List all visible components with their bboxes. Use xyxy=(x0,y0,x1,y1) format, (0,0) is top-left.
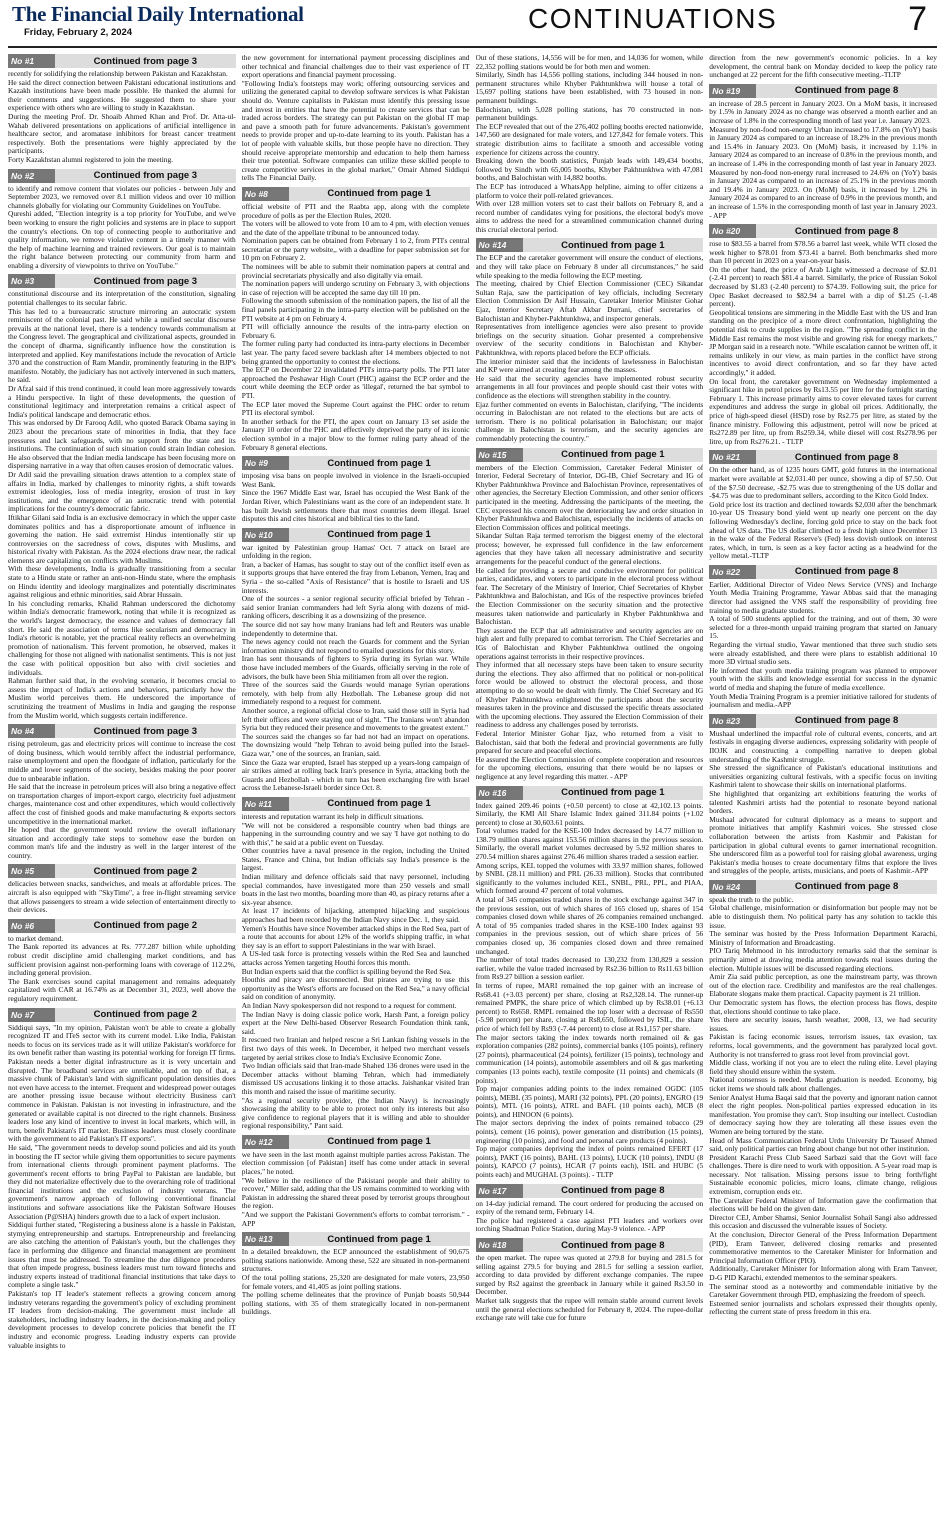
story-number-tag: No #21 xyxy=(709,450,756,464)
story-paragraph: The major sectors taking the index towards north remained oil & gas exploration companies (282 points), commercial banks (105 points), refinery (27 points), pharmaceutical (24 points), fertilizer (15 points), technology and communication (14 points), automobile assemblers and oil & gas marketing companies (13 points each), textile composite (11 points) and chemicals (8 points). xyxy=(475,1032,704,1085)
masthead xyxy=(8,0,937,48)
continuation-story xyxy=(476,786,704,1180)
story-paragraph: Yemen's Houthis have since November attacked ships in the Red Sea, part of a route that accounts for about 12% of the world's shipping traffic, in what they say is an effort to support Palestinians in the war with Israel. xyxy=(241,923,470,950)
continued-from-label: Continued from page 8 xyxy=(523,1238,704,1252)
story-number-tag: No #16 xyxy=(476,786,523,800)
continuation-story xyxy=(709,565,937,710)
story-header xyxy=(8,54,236,68)
story-header xyxy=(709,450,937,464)
story-paragraph: A total of 500 students applied for the training, and out of them, 30 were selected for a three-month unpaid training program that started on January 15. xyxy=(709,614,937,641)
story-paragraph: Additionally, Caretaker Minister for Information along with Eram Tanveer, D-G PID Karachi, extended mementos to the seminar speakers. xyxy=(709,1264,937,1282)
story-number-tag: No #17 xyxy=(476,1184,523,1198)
story-paragraph: speak the truth to the public. xyxy=(709,894,794,904)
story-paragraph: Index gained 209.46 points (+0.50 percent) to close at 42,102.13 points. Similarly, the KMI All Share Islamic Index gained 311.84 points (+1.02 percent) to close at 30,603.61 points. xyxy=(475,800,704,827)
story-paragraph: imposing visa bans on people involved in violence in the Israeli-occupied West Bank. xyxy=(241,471,470,489)
story-paragraph: He informed that youth media training program was planned to empower youth with the skills and knowledge essential for success in the dynamic world of media and shaping the future of media excellence. xyxy=(709,665,937,692)
story-paragraph: Nomination papers can be obtained from February 1 to 2, from PTI's central secretariat or the party website,, with a deadline for paper submission set for 10 pm on February 2. xyxy=(241,236,470,263)
story-header xyxy=(242,1135,470,1149)
story-paragraph: "We believe in the resilience of the Pakistani people and their ability to recover," Miller said, adding that the US remains committed to working with Pakistan in addressing the shared threat posed by terrorist groups throughout the region. xyxy=(241,1175,470,1211)
story-body xyxy=(8,185,236,271)
continuation-story xyxy=(8,919,236,1004)
story-paragraph: He said, "The government needs to develop sound policies and aid its youth in boosting the IT sector while giving them opportunities to secure payments from international clients through prominent payment platforms. The government's recent efforts to bring PayPal to Pakistan are laudable, but they did not materialize effectively due to the overarching role of traditional financial institutions and the exclusion of industry veterans. The government's narrow approach of following conventional financial institutions and software associations like the Pakistan Software Houses Association (P@SHA) hinders growth due to a lack of expert inclusion. xyxy=(8,1142,236,1221)
story-body xyxy=(8,1024,236,1351)
story-number-tag: No #15 xyxy=(476,448,523,462)
continuation-story xyxy=(242,1232,470,1317)
story-paragraph: The Bank exercises sound capital management and remains adequately capitalized with CAR at 16.74% as at December 31, 2023, well above the regulatory requirement. xyxy=(8,976,236,1003)
story-paragraph: He hoped that the government would review the overall inflationary situation and accordingly take steps to somehow ease the burden on common man's life and the industry as well in the larger interest of the country. xyxy=(8,825,236,860)
continued-from-label: Continued from page 3 xyxy=(55,169,236,183)
story-header xyxy=(709,714,937,728)
story-number-tag: No #14 xyxy=(476,238,523,252)
story-paragraph: Qureshi added, "Election integrity is a top priority for YouTube, and we've been working to ensure the right policies and systems are in place to support the country's elections. On top of connecting people to authoritative and quality information, we remove violative content in a timely manner with the help of machine learning and trained reviewers. Our goal is to maintain the right balance between protecting our community from harm and enabling a diversity of viewpoints to thrive on YouTube." xyxy=(8,209,236,270)
story-body xyxy=(242,203,470,452)
story-paragraph: Ejaz further commented on events in Balochistan, clarifying, "The incidents occurring in Balochistan are not related to the elections but are acts of terrorism. There is no political polarisation in Balochistan; our major challenge in Balochistan is terrorism, and the security agencies are commendably protecting the country." xyxy=(475,399,704,443)
continuation-story xyxy=(476,448,704,782)
story-paragraph: Youth Media Training Program is a premier initiative tailored for students of journalism and media.-APP xyxy=(709,691,937,710)
continued-from-label: Continued from page 3 xyxy=(55,54,236,68)
continued-from-label: Continued from page 3 xyxy=(55,274,236,288)
story-paragraph: Iran has sent thousands of fighters to Syria during its Syrian war. While those have included members of the Guards, officially serving in the role of advisors, the bulk have been Shia militiamen from all over the region. xyxy=(241,654,470,681)
story-paragraph: The meeting, chaired by Chief Election Commissioner (CEC) Sikandar Sultan Raja, saw the participation of key officials, including Secretary Election Commission Dr Asif Hussain, Caretaker Interior Minister Gohar Ejaz, Interior Secretary Aftab Akbar Durrani, chief secretaries of Balochistan and Khyber-Pakhtunkhwa, and inspector generals. xyxy=(475,279,704,323)
continuation-story xyxy=(476,238,704,443)
story-paragraph: Breaking down the booth statistics, Punjab leads with 149,434 booths, followed by Sindh with 65,005 booths, Khyber Pakhtunkhwa with 47,081 booths, and Balochistan with 14,882 booths. xyxy=(475,156,704,183)
story-paragraph: Measured by non-food non-energy rural increased to 24.6% on (YoY) basis in January 2024 as compared to an increase of 25.1% in the previous month and 19.4% in January 2023. On (MoM) basis, it increased by 1.2% in January 2024 as compared to an increase of 0.9% in the previous month, and an increase of 1.5% in the corresponding month of last year in January 2023. - APP xyxy=(709,167,937,220)
story-paragraph: Sikandar Sultan Raja termed terrorism the biggest enemy of the electoral process; however, he expressed full confidence in the law enforcement agencies that they have taken all necessary administrative and security arrangements for the peaceful conduct of the general elections. xyxy=(475,531,704,567)
story-number-tag: No #20 xyxy=(709,224,756,238)
continuation-story xyxy=(709,714,937,876)
story-header xyxy=(8,724,236,738)
continued-from-label: Continued from page 1 xyxy=(289,797,470,811)
continued-from-label: Continued from page 8 xyxy=(756,880,937,894)
story-paragraph: The ECP and the caretaker government will ensure the conduct of elections, and they will take place on February 8 under all circumstances," he said while speaking to the media following the ECP meeting. xyxy=(475,253,704,280)
story-header xyxy=(709,565,937,579)
story-paragraph: Dr Afzal said if this trend continued, it could lean more aggressively towards a Hindu perspective. In light of these developments, the question of constitutional legitimacy and interpretation remains a critical aspect of India's political landscape and democratic ethos. xyxy=(8,384,236,419)
story-paragraph: Head of Mass Communication Federal Urdu University Dr Tauseef Ahmed said, only political parties can bring about change but not other institution. xyxy=(709,1135,937,1154)
story-paragraph: official website of PTI and the Raabta app, along with the complete procedure of polls as per the Election Rules, 2020. xyxy=(241,201,470,220)
story-paragraph: Top major companies adding points to the index remained OGDC (105 points), MEBL (35 points), MARI (32 points), PPL (20 points), ENGRO (19 points), MTL (16 points), ATRL and BAFL (10 points each), MCB (8 points), and HINOON (6 points). xyxy=(475,1084,704,1119)
story-header xyxy=(8,169,236,183)
story-paragraph: "And we support the Pakistani Government's efforts to combat terrorism." - APP xyxy=(241,1210,470,1228)
story-header xyxy=(476,1184,704,1198)
story-paragraph: "We will not be considered a responsible country when bad things are happening in the surrounding country and we say 'I have got nothing to do with this'," he said at a public event on Tuesday. xyxy=(241,820,470,847)
story-body xyxy=(476,802,704,1180)
story-paragraph: It rescued two Iranian and helped rescue a Sri Lankan fishing vessels in the first two days of this week. In December, it helped two merchant vessels targeted by aerial strikes close to India's Exclusive Economic Zone. xyxy=(241,1035,470,1062)
story-paragraph: members of the Election Commission, Caretaker Federal Minister of Interior, Federal Secretary of Interior, DG-IB, Chief Secretary and IG of Khyber Pakhtunkhwa Province and Balochistan Province, representatives of other agencies, the Secretary Election Commission, and other senior officers participated in the meeting. Addressing the participants of the meeting, the CEC expressed his concern over the deteriorating law and order situation in Khyber Pakhtunkhwa and Balochistan, especially the incidents of attacks on Election Commission offices and political meetings. xyxy=(475,462,704,532)
story-paragraph: Another source, a regional official close to Iran, said those still in Syria had left their offices and were staying out of sight. "The Iranians won't abandon Syria but they reduced their presence and movements to the greatest extent." xyxy=(241,705,470,733)
article-columns xyxy=(8,54,937,1524)
story-number-tag: No #2 xyxy=(8,169,55,183)
story-header xyxy=(476,1238,704,1252)
story-paragraph: Measured by non-food non-energy Urban increased to 17.8% on (YoY) basis in January 2024 as compared to an increase of 18.2% in the previous month and 15.4% in January 2023. On (MoM) basis, it increased by 1.1% in January 2024 as compared to an increase of 0.8% in the previous month, and an increase of 1.4% in the corresponding month of last year in January 2023. xyxy=(709,124,937,168)
story-paragraph: The number of total trades decreased to 130,232 from 130,829 a session earlier, while the value traded increased by Rs2.36 billion to Rs11.63 billion from Rs9.27 billion a session earlier. xyxy=(475,955,704,982)
story-paragraph: This has led to a bureaucratic structure mirroring an autocratic system reminiscent of the colonial past. He said while a unified secular discourse prevails at the national level, there is a tendency towards communalism at the Congress level. The geographical and civilizational aspects, grounded in the concept of dharma, significantly influence how the constitution is interpreted and applied. Key manifestations include the revocation of Article 370 and the construction of Ram Mandir, prominently featuring in the BJP's manifesto. Notably, the judiciary has not actively intervened in such matters, he said. xyxy=(8,306,236,385)
story-number-tag: No #5 xyxy=(8,864,55,878)
story-paragraph: The police had registered a case against PTI leaders and workers over torching Shadman Police Station, during May-9 violence. - APP xyxy=(475,1215,704,1234)
story-paragraph: The sources said the changes so far had not had an impact on operations. The downsizing would "help Tehran to avoid being pulled into the Israel-Gaza war," one of the sources, an Iranian, said. xyxy=(241,731,470,758)
continued-from-label: Continued from page 8 xyxy=(756,84,937,98)
story-paragraph: Total volumes traded for the KSE-100 Index decreased by 14.77 million to 138.79 million shares against 153.56 million shares in the previous session. Similarly, the overall market volumes decreased by 5.92 million shares to 270.54 million shares against 276.46 million shares traded a session earlier. xyxy=(475,826,704,862)
story-paragraph: Forty Kazakhstan alumni registered to join the meeting. xyxy=(8,154,174,164)
story-paragraph: Among scrips, KEL topped the volumes with 33.97 million shares, followed by SNBL (28.11 million) and PRL (26.33 million). Stocks that contributed significantly to the volumes included KEL, SNBL, PRL, PPL, and PIAA, which formed around 47 percent of total volumes. xyxy=(475,860,704,896)
story-header xyxy=(8,1008,236,1022)
story-paragraph: An Indian Navy spokesperson did not respond to a request for comment. xyxy=(241,1000,457,1010)
story-paragraph: Iran, a backer of Hamas, has sought to stay out of the conflict itself even as it supports groups that have entered the fray from Lebanon, Yemen, Iraq and Syria - the so-called "Axis of Resistance" that is hostile to Israeli and US interests. xyxy=(241,559,470,595)
story-header xyxy=(8,919,236,933)
story-header xyxy=(709,880,937,894)
story-paragraph: rose to $83.55 a barrel from $78.56 a barrel last week, while WTI closed the week higher to $78.01 from $73.41 a barrel. Both benchmarks shed more than 10 percent in 2023 on a year-on-year basis. xyxy=(709,239,937,266)
story-paragraph: Mushaal advocated for cultural diplomacy as a means to support and promote initiatives that amplify Kashmiri voices. She stressed close collaboration between the artists from Kashmir and Pakistan for participation in global cultural events to garner international recognition. She underscored film as a powerful tool for raising global awareness, urging Pakistan's media houses to create documentary films that explore the lives and struggles of the people, artists, musicians, and poets of Kashmir.-APP xyxy=(709,814,937,876)
continuation-story xyxy=(709,450,937,561)
story-paragraph: Out of these stations, 14,556 will be for men, and 14,036 for women, while 22,352 polling stations would be for both men and women. xyxy=(475,54,704,71)
continued-from-label: Continued from page 3 xyxy=(55,724,236,738)
continued-from-label: Continued from page 1 xyxy=(523,238,704,252)
issue-date: Friday, February 2, 2024 xyxy=(24,27,133,38)
story-paragraph: The source did not say how many Iranians had left and Reuters was unable independently to determine that. xyxy=(241,620,470,638)
story-body xyxy=(709,466,937,561)
story-number-tag: No #11 xyxy=(242,797,289,811)
story-paragraph: Siddiqui says, "In my opinion, Pakistan won't be able to create a globally recognized IT and ITeS sector with its current model. Like India, Pakistan needs to focus on its services trade as it will utilize Pakistan's workforce for its own benefit rather than wasting its potential working for foreign IT firms. Pakistan needs a better digital infrastructure as it is very uncertain and disrupted. The broadband services are unreliable, and on top of that, a massive chunk of Pakistan's land with significant population densities does not even have access to the internet. Frequent and widespread power outages are another pressing issue because without electricity Business can't commence in Pakistan. Pakistan is not investing in infrastructure, and the generated or available capital is not directed to the right channels. Business leaders lose any kind of incentive to invest in local markets, which will, in turn, benefit Pakistan's IT market. Business leaders must closely coordinate with the government to aid Pakistan's IT exports". xyxy=(8,1022,236,1144)
story-paragraph: Middle class, working if not you are to elect the ruling elite. Level playing field they should ensure within the system. xyxy=(709,1058,937,1076)
story-paragraph: Earlier, Additional Director of Video News Service (VNS) and Incharge Youth Media Training Programme, Yawar Abbas said that the managing director had assigned the VNS staff the responsibility of providing free training to media graduate students. xyxy=(709,579,937,615)
continued-from-label: Continued from page 1 xyxy=(289,1232,470,1246)
story-paragraph: In another setback for the PTI, the apex court on January 13 set aside the January 10 order of the PHC and effectively deprived the party of its iconic election symbol in a major blow to the former ruling party ahead of the February 8 general elections. xyxy=(241,416,470,452)
continued-from-label: Continued from page 1 xyxy=(289,528,470,542)
continuation-story xyxy=(8,169,236,271)
continuation-story xyxy=(8,724,236,860)
story-header xyxy=(242,797,470,811)
story-paragraph: Other countries have a naval presence in the region, including the United States, France and China, but Indian officials say India's presence is the largest. xyxy=(241,846,470,873)
story-number-tag: No #12 xyxy=(242,1135,289,1149)
continued-from-label: Continued from page 8 xyxy=(756,714,937,728)
story-paragraph: Following the smooth submission of the nomination papers, the list of all the final panels participating in the intra-party election will be published on the PTI website at 4 pm on February 4. xyxy=(241,296,470,323)
story-paragraph: President Karachi Press Club Saeed Sarbazi said that the Govt will face challenges. There is dire need to work with opposition. A 5-year road map is necessary. Not talisation. Missing persons issue to bring forth/fight Sustainable economic policies, micro loans, climate change, religious extremism, corruption ends etc. xyxy=(709,1152,937,1197)
story-paragraph: Yes there are security issues, harsh weather, 2008, 13, we had security issues. xyxy=(709,1015,937,1033)
story-paragraph: recently for solidifying the relationship between Pakistan and Kazakhstan. xyxy=(8,69,228,78)
story-paragraph: In a detailed breakdown, the ECP announced the establishment of 90,675 polling stations nationwide. Among these, 522 are situated in non-permanent structures. xyxy=(241,1247,470,1274)
story-number-tag: No #13 xyxy=(242,1232,289,1246)
story-paragraph: One of the sources - a senior regional security official briefed by Tehran - said senior Iranian commanders had left Syria along with dozens of mid-ranking officers, describing it as a downsizing of the presence. xyxy=(241,594,470,621)
story-body xyxy=(709,581,937,710)
story-body xyxy=(8,880,236,914)
story-paragraph: to market demand. xyxy=(8,933,64,943)
story-header xyxy=(242,528,470,542)
section-title: CONTINUATIONS xyxy=(528,3,778,34)
story-paragraph: They informed that all necessary steps have been taken to ensure security during the elections. They also affirmed that no political or non-political force would be allowed to obstruct the electoral process, and those attempting to do so would be dealt with firmly. The Chief Secretary and IG of Khyber Pakhtunkhwa enlightened the participants about the security measures taken in the province and discussed the specific threats associated with the upcoming elections. They assured the Election Commission of their readiness to address any challenges posed by terrorists. xyxy=(475,660,704,730)
continuation-story xyxy=(709,224,937,446)
story-paragraph: Balochistan, with 5,028 polling stations, has 70 constructed in non-permanent buildings. xyxy=(475,104,704,123)
story-number-tag: No #4 xyxy=(8,724,55,738)
story-paragraph: the open market. The rupee was quoted at 279.8 for buying and 281.5 for selling against 279.5 for buying and 281.5 for selling a session earlier, according to data provided by different exchange companies. The rupee surged by Rs2 against the greenback in January while it gained Rs3.50 in December. xyxy=(475,1253,704,1297)
story-paragraph: Geopolitical tensions are simmering in the Middle East with the US and Iran standing on the precipice of a more direct confrontation, highlighting the potential risk to crude supplies in the region. "The spreading conflict in the Middle East remains the most visible and growing risk for energy markets," JP Morgan said in a research note. "While escalation cannot be written off, it remains unlikely in our view, as main parties in the conflict have strong incentives to avoid direct confrontation, and so far they have acted accordingly," it added. xyxy=(709,307,937,377)
story-body xyxy=(8,740,236,860)
story-paragraph: Our Democratic system has flows, the election process has flows, despite that, elections should continue to take place. xyxy=(709,998,937,1016)
continuation-story xyxy=(242,797,470,1131)
story-paragraph: Amir Zia said public perception, as one the mainstream party, was thrown out of the election race. Credibility and manifestos are the real challenges. Elaborate slogans make them practical. Capacity payment is 21 trillion. xyxy=(709,972,937,999)
story-header xyxy=(242,456,470,470)
continued-from-label: Continued from page 1 xyxy=(523,786,704,800)
story-paragraph: Pakistan is facing economic issues, terrorism issues, tax evasion, tax reforms, local governments, and the government has paralyzed local govt. Authority is not transferred to grass root level from provincial govt. xyxy=(709,1032,937,1059)
story-paragraph: At least 17 incidents of hijacking, attempted hijacking and suspicious approaches had been recorded by the Indian Navy since Dec. 1, they said. xyxy=(241,906,470,925)
continuation-story xyxy=(242,456,470,524)
story-body xyxy=(242,54,470,183)
story-body xyxy=(8,935,236,1004)
story-paragraph: Of the total polling stations, 25,320 are designated for male voters, 23,950 for female voters, and 41,405 as joint polling stations. xyxy=(241,1273,470,1291)
story-header xyxy=(476,238,704,252)
story-body xyxy=(709,730,937,876)
story-number-tag: No #18 xyxy=(476,1238,523,1252)
continuation-story xyxy=(242,1135,470,1228)
story-number-tag: No #22 xyxy=(709,565,756,579)
story-paragraph: Iftikhar Gilani said India is an exclusive democracy in which the upper caste dominates politics and has a disproportionate amount of influence in governing the nation. He said extremist Hindus intentionally stir up controversies on the sacredness of cows, disputes with Muslims, and historical rivalry with Pakistan. As the 2024 elections draw near, the radical elements are capitalizing on conflicts with Muslims. xyxy=(8,512,236,565)
story-paragraph: In terms of rupee, MARI remained the top gainer with an increase of Rs68.41 (+3.03 percent) per share, closing at Rs2,328.14. The runner-up remained PMPK, the share price of which climbed up by Rs38.01 (+6.13 percent) to Rs658. RMPL remained the top loser with a decrease of Rs550 (-5.98 percent) per share, closing at Rs8,650, followed by ISIL, the share price of which fell by Rs93 (-7.44 percent) to close at Rs1,157 per share. xyxy=(475,980,704,1033)
continuation-story xyxy=(709,54,937,80)
story-paragraph: "Following India's footsteps may work; offering outsourcing services and utilizing the generated capital to develop software services is what Pakistan should do. Venture capitalists in Pakistan must identify this pressing issue and invest in entities that have the potential to create services that can be traded across borders. The strategy can put Pakistan on the global IT map and pave a smooth path for future advancements. Pakistan's government needs to provide proper and up-to-date learning to its youth. Pakistan has a lot of people with valuable skills, but those people have no direction. They should receive appropriate mentorship and education to help them harness their true potential. Software companies can utilize these skilled people to create competitive services in the global market," Omair Ahmed Siddiqui tells The Financial Daily. xyxy=(241,78,470,183)
story-paragraph: The nominees will be able to submit their nomination papers at central and provincial secretariats physically and also digitally via email. xyxy=(241,262,470,280)
continued-from-label: Continued from page 1 xyxy=(523,448,704,462)
continued-from-label: Continued from page 1 xyxy=(289,187,470,201)
story-paragraph: This was endorsed by Dr Farooq Adil, who quoted Barack Obama saying in 2023 about the precarious state of minorities in India, that they face pressures and lack safeguards, with no support from the state and its institutions. The continuation of such situation could strain Indian cohesion. He also observed that the Indian media landscape has been focusing more on dispersing narrative in a way that often causes erosion of democratic values. xyxy=(8,418,236,471)
story-paragraph: The former ruling party had conducted its intra-party elections in December last year. The party faced severe backlash after 14 members objected to not being granted the opportunity to contest the elections. xyxy=(241,339,470,366)
continued-from-label: Continued from page 1 xyxy=(289,1135,470,1149)
story-paragraph: "As a regional security provider, (the Indian Navy) is increasingly showcasing the ability to be able to protect not only its interests but also give confidence to regional players that it is willing and able to shoulder regional responsibility," Pant said. xyxy=(241,1095,470,1131)
continuation-story xyxy=(709,84,937,220)
story-body xyxy=(476,254,704,443)
story-body xyxy=(709,54,937,80)
story-paragraph: A total of 345 companies traded shares in the stock exchange against 347 in the previous session, out of which shares of 165 closed up, shares of 154 companies closed down while shares of 26 companies remained unchanged. A total of 95 companies traded shares in the KSE-100 Index against 93 companies in the previous session, out of which share prices of 56 companies closed up, 36 companies closed down and three remained unchanged. xyxy=(475,895,704,956)
story-paragraph: National consensus is needed. Media graduation is needed. Economy, big ticket items we should talk about challenges. xyxy=(709,1075,937,1093)
story-paragraph: The ECP later moved the Supreme Court against the PHC order to return PTI its electoral symbol. xyxy=(241,399,470,418)
continuation-story xyxy=(8,1008,236,1351)
story-header xyxy=(8,274,236,288)
continued-from-label: Continued from page 2 xyxy=(55,1008,236,1022)
story-header xyxy=(242,187,470,201)
story-paragraph: Mushaal underlined the impactful role of cultural events, concerts, and art festivals in engaging diverse audiences, expressing solidarity with people of IIOJK and constructing a compelling narrative to deepen global understanding of the Kashmir struggle. xyxy=(709,728,937,764)
story-paragraph: Gold price lost its traction and declined towards $2,030 after the benchmark 10-year US Treasury bond yield went up nearly one percent on the day following Wednesday's decline, forcing gold price to stay on the back foot ahead of US data. The US dollar climbed to a fresh high since December 13 in the wake of the Federal Reserve's (Fed) less dovish outlook on interest rates, which, in turn, is seen as a key factor acting as a headwind for the yellow metal.-TLTP xyxy=(709,499,937,561)
story-paragraph: The ECP revealed that out of the 276,402 polling booths erected nationwide, 147,560 are designated for male voters, and 127,842 for female voters. This strategic distribution aims to facilitate a smooth and accessible voting experience for citizens across the country. xyxy=(475,121,704,157)
story-paragraph: He called for providing a secure and conducive environment for political parties, candidates, and voters to participate in the electoral process without fear. The Secretary of the Ministry of Interior, Chief Secretaries of Khyber Pakhtunkhwa and Balochistan, and IGs of the respective provinces briefed the Election Commissioner on the security situation and the protective measures taken nationwide and particularly in Khyber Pakhtunkhwa and Balochistan. xyxy=(475,565,704,627)
story-paragraph: The interior minister said that the incidents of lawlessness in Balochistan and KP were aimed at creating fear among the masses. xyxy=(475,356,704,375)
column-1 xyxy=(8,54,236,1524)
continuation-story xyxy=(8,274,236,720)
story-paragraph: an increase of 28.5 percent in January 2023. On a MoM basis, it increased by 1.5% in January 2024 as no change was observed a month earlier and an increase of 1.8% in the corresponding month of last year i.e. January 2023. xyxy=(709,98,937,125)
story-paragraph: Senior Analyst Huma Baqai said that the poverty and ignorant nation cannot elect the right peoples. Non-political parties expressed education in its manifestation. You promise they can't. Stop insulting our intellect. Custodian of democracy saying how they are tolerating all these issues even the Women are being tortured by the state. xyxy=(709,1092,937,1136)
continued-from-label: Continued from page 2 xyxy=(55,919,236,933)
continuation-story xyxy=(242,528,470,793)
story-paragraph: we have seen in the last month against multiple parties across Pakistan. The election commission [of Pakistan] itself has come under attack in several places," he noted. xyxy=(241,1149,470,1177)
story-paragraph: The seminar was hosted by the Press Information Department Karachi, Ministry of Information and Broadcasting. xyxy=(709,929,937,947)
continued-from-label: Continued from page 2 xyxy=(55,864,236,878)
continuation-story xyxy=(242,187,470,452)
story-paragraph: They assured the ECP that all administrative and security agencies are on high alert and fully prepared to combat terrorism. The Chief Secretaries and IGs of Balochistan and Khyber Pakhtunkhwa outlined the ongoing operations against terrorists in their respective provinces. xyxy=(475,625,704,661)
story-paragraph: The ECP on December 22 invalidated PTI's intra-party polls. The PTI later approached the Peshawar High Court (PHC) against the ECP order and the court while deeming the ECP order as 'illegal', returned the bat symbol to PTI. xyxy=(241,365,470,400)
story-paragraph: During the meeting Prof. Dr. Shoaib Ahmed Khan and Prof. Dr. Atta-ul-Wahab delivered presentations on applications of artificial intelligence in healthcare sector, and aromatase inhibitors for breast cancer treatment respectively. Both the presentations were highly appreciated by the participants. xyxy=(8,111,236,156)
continuation-story xyxy=(476,1184,704,1234)
story-header xyxy=(476,448,704,462)
story-paragraph: The Caretaker Federal Minister of Information gave the confirmation that elections will be held on the given date. xyxy=(709,1195,937,1214)
story-paragraph: Indian military and defence officials said that navy personnel, including special commandos, have investigated more than 250 vessels and small boats in the last two months, boarding more than 40, as piracy returns after a six-year absence. xyxy=(241,872,470,907)
story-number-tag: No #23 xyxy=(709,714,756,728)
story-paragraph: Since the 1967 Middle East war, Israel has occupied the West Bank of the Jordan River, which Palestinians want as the core of an independent state. It has built Jewish settlements there that most countries deem illegal. Israel disputes this and cites historical and biblical ties to the land. xyxy=(241,488,470,524)
story-body xyxy=(242,813,470,1131)
story-paragraph: Houthis and piracy are disconnected. But pirates are trying to use this opportunity as the West's efforts are focused on the Red Sea," a navy official said on condition of anonymity. xyxy=(241,975,470,1002)
story-paragraph: The news agency could not reach the Guards for comment and the Syrian information ministry did not respond to emailed questions for this story. xyxy=(241,637,470,655)
story-paragraph: Siddiqui further stated, "Registering a business alone is a hassle in Pakistan, stymying entrepreneurship and startups. Entrepreneurship and freelancing are also catching the attention of Pakistan's youth, but the challenges they face in performing due diligence and financial management are prominent issues that must be addressed. To streamline the due diligence procedures that often impede progress, business leaders must turn toward fintechs and industry experts instead of traditional financial institutions that take days to complete a single task." xyxy=(8,1220,236,1290)
continued-from-label: Continued from page 8 xyxy=(756,224,937,238)
story-paragraph: The ECP has introduced a WhatsApp helpline, aiming to offer citizens a platform to voice their poll-related grievances. xyxy=(475,181,704,200)
story-paragraph: Top major companies depriving the index of points remained EFERT (17 points), PAKT (16 points), BAHL (13 points), LUCK (10 points), INDU (8 points), KAPCO (7 points), HCAR (7 points each), ISIL and HUBC (5 points each) and MUGHAL (3 points). - TLTP xyxy=(475,1144,704,1180)
story-body xyxy=(242,1151,470,1228)
story-number-tag: No #1 xyxy=(8,54,55,68)
story-paragraph: Pakistan's top IT leader's statement reflects a growing concern among industry veterans regarding the government's policy of excluding prominent IT leaders from decision-making. The government must include all stakeholders, including industry leaders, in the decision-making and policy development processes to develop concrete policies that benefit the IT industry and economic progress. Leading industry experts can provide valuable insights to xyxy=(8,1289,236,1350)
newspaper-name: The Financial Daily International xyxy=(12,2,304,26)
story-paragraph: Global challenge, misinformation or disinformation but people may not be able to distinguish them. No political party has any solution to tackle this issue. xyxy=(709,903,937,930)
story-body xyxy=(476,54,704,234)
story-paragraph: But Indian experts said that the conflict is spilling beyond the Red Sea. xyxy=(241,966,452,976)
story-number-tag: No #24 xyxy=(709,880,756,894)
story-number-tag: No #7 xyxy=(8,1008,55,1022)
story-paragraph: interests and reputation warrant its help in difficult situations. xyxy=(241,811,424,821)
story-header xyxy=(242,1232,470,1246)
story-paragraph: constitutional discourse and its interpretation of the constitution, signaling potential challenges to its secular fabric. xyxy=(8,289,236,308)
story-paragraph: In his concluding remarks, Khalid Rahman underscored the dichotomy within India's democratic framework, noting that while it is recognized as the world's largest democracy, the essence and values of democracy fall short. He said the association of terms like secularism and democracy in India's rhetoric is notable, yet the practical reality reflects an overwhelming promotion of nationalism. This fervent promotion, he observed, makes it challenging for those not aligned with nationalist sentiments. This is not just the case with political opposition but also with civil societies and individuals. xyxy=(8,598,236,677)
story-paragraph: Representatives from intelligence agencies were also present to provide briefings on the security situation. Gohar presented a comprehensive overview of the security conditions in Balochistan and Khyber-Pakhtunkhwa, with reports placed before the ECP officials. xyxy=(475,322,704,357)
story-paragraph: Federal Interior Minister Gohar Ijaz, who returned from a visit to Balochistan, said that both the federal and provincial governments are fully prepared for secure and peaceful elections. xyxy=(475,728,704,756)
story-body xyxy=(242,472,470,524)
story-paragraph: Three of the sources said the Guards would manage Syrian operations remotely, with help from ally Hezbollah. The Lebanese group did not immediately respond to a request for comment. xyxy=(241,680,470,707)
story-paragraph: The voters will be allowed to vote from 10 am to 4 pm, with election venues and the date of the appellate tribunal to be announced today. xyxy=(241,219,470,237)
story-paragraph: The nomination papers will undergo scrutiny on February 3, with objections in case of rejection will be accepted the same day till 10 pm. xyxy=(241,279,470,297)
continuation-story xyxy=(476,1238,704,1323)
story-paragraph: on 14-day judicial remand. The court ordered for producing the accused on expiry of the remand term, February 14. xyxy=(475,1198,704,1217)
story-paragraph: On the other hand, the price of Arab Light witnessed a decrease of $2.01 (-2.41 percent) to reach $81.4 a barrel. Similarly, the price of Russian Sokol decreased by $1.83 (-2.40 percent) to $74.39. Following suit, the price for Opec Basket decreased to $82.94 a barrel with a dip of $1.25 (-1.48 percent). xyxy=(709,264,937,309)
column-4 xyxy=(709,54,937,1524)
story-body xyxy=(476,1200,704,1234)
story-header xyxy=(709,84,937,98)
story-paragraph: Rahman further said that, in the evolving scenario, it becomes crucial to assess the impact of India's actions and behaviors, particularly how the Muslim world perceives them. He underscored the importance of scrutinizing the treatment of Muslims in India and gauging the response from the Muslim world, which suggests certain indifference. xyxy=(8,676,236,720)
story-paragraph: Regarding the virtual studio, Yawar mentioned that three such studio sets were already established, and there were plans to establish additional 10 more 3D virtual studio sets. xyxy=(709,640,937,667)
continuation-story xyxy=(8,864,236,914)
story-header xyxy=(476,786,704,800)
continuation-story xyxy=(242,54,470,183)
continuation-story xyxy=(476,54,704,234)
story-number-tag: No #19 xyxy=(709,84,756,98)
story-body xyxy=(476,1254,704,1323)
story-paragraph: PIO Tariq Mehmood in his introductory remarks said that the seminar is primarily aimed at drawing media attention towards real issues during the election. Multiple issues will be discussed regarding elections. xyxy=(709,946,937,973)
story-paragraph: The Indian Navy is doing classic police work, Harsh Pant, a foreign policy expert at the New Delhi-based Observer Research Foundation think tank, said. xyxy=(241,1009,470,1036)
story-body xyxy=(476,464,704,782)
story-paragraph: With over 128 million voters set to cast their ballots on February 8, and a record number of candidates vying for positions, the electoral body's move aims to address the need for a streamlined communication channel during this crucial electoral period. xyxy=(475,199,704,234)
story-paragraph: rising petroleum, gas and electricity prices will continue to increase the cost of doing business, which would terribly affect the industrial performance, raise unemployment and open the floodgate of inflation, particularly for the middle and lower segments of the society, besides making the poor poorer due to unbearable inflation. xyxy=(8,739,236,783)
story-paragraph: He said that the increase in petroleum prices will also bring a negative effect on transportation charges of import-export cargo, electricity fuel adjustment charges, maintenance cost and other expenditures, which would collectively affect the cost of finished goods and make manufacturing & exports sectors uncompetitive in the international market. xyxy=(8,782,236,826)
story-paragraph: He assured the Election Commission of complete cooperation and resources for the upcoming elections, ensuring that there would be no lapses or negligence at any level regarding this matter. - APP xyxy=(475,754,704,781)
page-number: 7 xyxy=(908,0,927,38)
story-paragraph: The Bank reported its advances at Rs. 777.287 billion while upholding robust credit discipline amid challenging market conditions, and has sufficient provision against non-performing loans with coverage of 112.2%, including general provision. xyxy=(8,942,236,978)
continued-from-label: Continued from page 8 xyxy=(523,1184,704,1198)
story-number-tag: No #10 xyxy=(242,528,289,542)
story-paragraph: On local front, the caretaker government on Wednesday implemented a significant hike in petrol prices by Rs13.55 per litre for the fortnight starting February 1. This increase primarily aims to cover elevated taxes for current expenditures and address the surge in global oil prices. Additionally, the price of high-speed diesel (HSD) rose by Rs2.75 per litre, as stated by the finance ministry. Following this adjustment, petrol will now be priced at Rs272.89 per litre, up from Rs259.34, while diesel will cost Rs278.96 per litre, up from Rs276.21. - TLTP xyxy=(709,376,937,446)
story-paragraph: The polling scheme delineates that the province of Punjab boasts 50,944 polling stations, with 35 of them strategically located in non-permanent buildings. xyxy=(241,1290,470,1317)
story-paragraph: direction from the new government's economic policies. In a key development, the central bank on Monday decided to keep the policy rate unchanged at 22 percent for the fifth consecutive meeting.-TLTP xyxy=(709,54,937,80)
story-body xyxy=(8,290,236,720)
story-paragraph: war ignited by Palestinian group Hamas' Oct. 7 attack on Israel are unfolding in the region. xyxy=(241,542,470,561)
continued-from-label: Continued from page 1 xyxy=(289,456,470,470)
continuation-story xyxy=(709,880,937,1317)
story-paragraph: The major sectors depriving the index of points remained tobacco (29 points), cement (16 points), power generation and distribution (15 points), engineering (10 points), and food and personal care products (4 points). xyxy=(475,1118,704,1145)
story-number-tag: No #6 xyxy=(8,919,55,933)
story-paragraph: The seminar stood as a noteworthy and commendable initiative by the Caretaker Government through PID, emphasizing the freedom of speech. xyxy=(709,1281,937,1300)
story-paragraph: to identify and remove content that violates our policies - between July and September 2023, we removed over 8.1 million videos and over 10 million channels globally for violating our Community Guidelines on YouTube. xyxy=(8,183,236,210)
story-number-tag: No #8 xyxy=(242,187,289,201)
story-paragraph: She stressed the significance of Pakistan's educational institutions and universities organizing cultural festivals, with a specific focus on inviting Kashmiri talent to showcase their skills on international platforms. xyxy=(709,763,937,790)
story-paragraph: He said the direct connection between Pakistani educational institutions and Kazakh institutions have been made possible. He thanked the alumni for their comments and suggestions. He suggested them to share your experience with others who are willing to study in Kazakhstan. xyxy=(8,77,236,113)
story-paragraph: Director CEJ, Amber Shamsi, Senior Journalist Sohail Sangi also addressed this occasion and discussed the vulnerable issues of Society. xyxy=(709,1212,937,1231)
story-paragraph: Since the Gaza war erupted, Israel has stepped up a years-long campaign of air strikes aimed at rolling back Iran's presence in Syria, attacking both the Guards and Hezbollah - which in turn has been exchanging fire with Israel across the Lebanese-Israeli border since Oct. 8. xyxy=(241,757,470,793)
story-paragraph: delicacies between snacks, sandwiches, and meals at affordable prices. The aircraft is also equipped with "SkyTime", a free in-flight streaming service that allows passengers to stream a wide selection of entertainment directly to their devices. xyxy=(8,879,236,915)
continued-from-label: Continued from page 8 xyxy=(756,450,937,464)
story-paragraph: the new government for international payment processing disciplines and other technical and financial challenges due to their vast experience of IT export operations and financial payment processing. xyxy=(241,54,470,80)
story-paragraph: At the conclusion, Director General of the Press Information Department (PID), Eram Tanveer, delivered closing remarks and presented commemorative mementos to the Caretaker Minister for Information and Principal Information Officer (PIO). xyxy=(709,1230,937,1265)
story-number-tag: No #3 xyxy=(8,274,55,288)
story-body xyxy=(242,544,470,793)
story-paragraph: She highlighted that organizing art exhibitions featuring the works of talented Kashmiri artists had the potential to resonate beyond national borders. xyxy=(709,788,937,816)
story-number-tag: No #9 xyxy=(242,456,289,470)
story-header xyxy=(709,224,937,238)
continuation-story xyxy=(8,54,236,165)
story-paragraph: Dr Adil said the prevailing situation draws attention to a complex state of affairs in India, marked by challenges to minority rights, a shift towards extremist ideologies, loss of media integrity, erosion of trust in key institutions, and the emergence of an autocratic trend with potential implications for the country's democratic fabric. xyxy=(8,469,236,514)
column-2 xyxy=(242,54,470,1524)
continued-from-label: Continued from page 8 xyxy=(756,565,937,579)
story-paragraph: Two Indian officials said that Iran-made Shahed 136 drones were used in the December attacks without blaming Tehran, which had immediately dismissed US accusations linking it to those attacks. Jaishankar visited Iran this month and raised the issue of maritime security. xyxy=(241,1061,470,1096)
story-paragraph: On the other hand, as of 1235 hours GMT, gold futures in the international market were available at $2,031.40 per ounce, showing a dip of $7.50. Out of the $7.50 decrease, -$2.75 was due to strengthening of the US dollar and -$4.75 was due to predominant sellers, according to the Kitco Gold Index. xyxy=(709,465,937,501)
story-header xyxy=(8,864,236,878)
story-paragraph: Similarly, Sindh has 14,556 polling stations, including 344 housed in non-permanent structures while Khyber Pakhtunkhwa will house a total of 15,697 polling stations have been established, with 73 housed in non-permanent buildings. xyxy=(475,70,704,105)
column-3 xyxy=(476,54,704,1524)
story-body xyxy=(709,100,937,220)
story-paragraph: A US-led task force is protecting vessels within the Red Sea and launched attacks across Yemen targeting Houthi forces this month. xyxy=(241,949,470,967)
story-paragraph: Esteemed senior journalists and scholars expressed their thoughts openly, reflecting the current state of press freedom in this era. xyxy=(709,1298,937,1317)
story-body xyxy=(242,1248,470,1317)
story-paragraph: He said that the security agencies have implemented robust security arrangements in all four provinces and people should cast their votes with confidence as the elections will strengthen stability in the country. xyxy=(475,373,704,400)
story-body xyxy=(709,240,937,446)
story-paragraph: Market talk suggests that the rupee will remain stable around current levels until the general elections scheduled for February 8, 2024. The rupee-dollar exchange rate will take cue for future xyxy=(475,1295,704,1323)
story-paragraph: With these developments, India is gradually transitioning from a secular state to a Hindu state or rather an anti-non-Hindu state, where the emphasis on Hindu identity and ideology marginalizes and potentially discriminates against religious and ethnic minorities, said Abrar Hussain. xyxy=(8,564,236,600)
story-body xyxy=(709,896,937,1317)
story-body xyxy=(8,70,236,165)
story-paragraph: PTI will officially announce the results of the intra-party election on February 6. xyxy=(241,322,470,340)
